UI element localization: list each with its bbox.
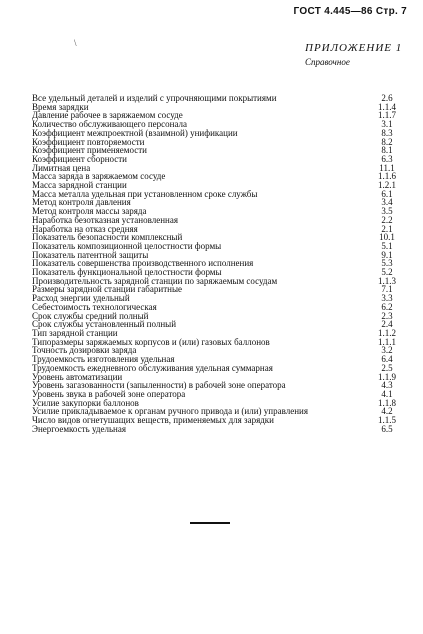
entry-text: Коэффициент повторяемости [32, 136, 145, 147]
entry-text: Показатель совершенства производственного исполнения [32, 258, 254, 269]
appendix-subtitle: Справочное [305, 57, 350, 67]
entry-number: 2.5 [381, 362, 393, 373]
entry-text: Тип зарядной станции [32, 327, 118, 338]
entry-text: Уровень загазованности (запыленности) в рабочей зоне оператора [32, 380, 286, 391]
entry-text: Коэффициент сборности [32, 153, 127, 164]
entry-text: Энергоемкость удельная [32, 423, 126, 434]
entry-number: 1.1.1 [378, 336, 396, 347]
entry-text: Время зарядки [32, 101, 89, 112]
entry-text: Показатель функциональной целостности формы [32, 267, 222, 278]
entry-number: 8.1 [381, 145, 393, 156]
entry-number: 5.3 [381, 258, 393, 269]
pen-mark: \ [74, 38, 77, 48]
entry-text: Давление рабочее в заряжаемом сосуде [32, 110, 183, 121]
entry-number: 2.2 [381, 214, 393, 225]
entry-text: Точность дозировки заряда [32, 345, 137, 356]
entry-text: Масса зарядной станции [32, 180, 127, 191]
entry-number: 4.1 [381, 388, 393, 399]
entry-number: 4.3 [381, 380, 393, 391]
index-entry [32, 425, 404, 434]
entry-number: 8.2 [381, 136, 393, 147]
entry-text: Расход энергии удельный [32, 293, 130, 304]
appendix-heading [305, 42, 402, 67]
page-header: ГОСТ 4.445—86 Стр. 7 [293, 6, 407, 17]
entry-number: 6.2 [381, 301, 393, 312]
entry-number: 2.6 [381, 93, 393, 103]
entry-text: Масса металла удельная при установленном сроке службы [32, 188, 258, 199]
appendix-title: ПРИЛОЖЕНИЕ 1 [305, 42, 403, 54]
entry-number: 3.3 [381, 293, 393, 304]
entry-text: Уровень звука в рабочей зоне оператора [32, 388, 186, 399]
entry-number: 1.1.8 [378, 397, 396, 408]
entry-number: 1.1.6 [378, 171, 396, 182]
entry-number: 2.4 [381, 319, 393, 330]
entry-text: Трудоемкость ежедневного обслуживания удельная суммарная [32, 362, 273, 373]
entry-number: 3.2 [381, 345, 393, 356]
entry-number: 5.1 [381, 240, 393, 251]
entry-text: Усилие закупорки баллонов [32, 397, 139, 408]
entry-number: 1.1.4 [378, 101, 396, 112]
entry-text: Количество обслуживающего персонала [32, 119, 188, 130]
entry-number: 11.1 [379, 162, 395, 173]
entry-text: Себестоимость технологическая [32, 301, 157, 312]
entry-number: 6.4 [381, 354, 393, 365]
entry-number: 1.1.5 [378, 415, 396, 426]
entry-text: Показатель композиционной целостности формы [32, 240, 222, 251]
entry-number: 5.2 [381, 267, 393, 278]
end-rule [190, 522, 230, 524]
entry-text: Метод контроля массы заряда [32, 206, 147, 217]
entry-text: Коэффициент межпроектной (взаимной) унификации [32, 127, 238, 138]
entry-number: 9.1 [381, 249, 393, 260]
entry-number: 1.1.2 [378, 327, 396, 338]
entry-number: 6.3 [381, 153, 393, 164]
entry-text: Усилие прикладываемое к органам ручного привода и (или) управления [32, 406, 308, 417]
entry-text: Наработка на отказ средняя [32, 223, 138, 234]
index-list [32, 94, 404, 433]
entry-text: Типоразмеры заряжаемых корпусов и (или) газовых баллонов [32, 336, 270, 347]
entry-text: Лимитная цена [32, 162, 91, 173]
entry-number: 6.1 [381, 188, 393, 199]
entry-number: 8.3 [381, 127, 393, 138]
entry-text: Трудоемкость изготовления удельная [32, 354, 175, 365]
entry-number: 1.1.7 [378, 110, 396, 121]
entry-text: Производительность зарядной станции по заряжаемым сосудам [32, 275, 278, 286]
entry-number: 2.3 [381, 310, 393, 321]
entry-text: Все удельный деталей и изделий с упрочняющими покрытиями [32, 93, 277, 103]
entry-number: 1.2.1 [378, 180, 396, 191]
entry-text: Уровень автоматизации [32, 371, 123, 382]
entry-text: Показатель патентной защиты [32, 249, 149, 260]
entry-number: 7.1 [381, 284, 393, 295]
entry-text: Показатель безопасности комплексный [32, 232, 183, 243]
entry-number: 3.4 [381, 197, 393, 208]
entry-number: 2.1 [381, 223, 393, 234]
entry-text: Масса заряда в заряжаемом сосуде [32, 171, 166, 182]
entry-number: 1.1.9 [378, 371, 396, 382]
entry-number: 3.5 [381, 206, 393, 217]
entry-number: 3.1 [381, 119, 393, 130]
entry-text: Число видов огнетушащих веществ, применяемых для зарядки [32, 415, 274, 426]
entry-number: 6.5 [381, 423, 393, 434]
entry-number: 1.1.3 [378, 275, 396, 286]
entry-text: Метод контроля давления [32, 197, 131, 208]
entry-text: Наработка безотказная установленная [32, 214, 178, 225]
entry-text: Срок службы установленный полный [32, 319, 177, 330]
entry-text: Размеры зарядной станции габаритные [32, 284, 182, 295]
entry-number: 4.2 [381, 406, 393, 417]
entry-number: 10.1 [379, 232, 395, 243]
entry-text: Коэффициент применяемости [32, 145, 147, 156]
entry-text: Срок службы средний полный [32, 310, 149, 321]
